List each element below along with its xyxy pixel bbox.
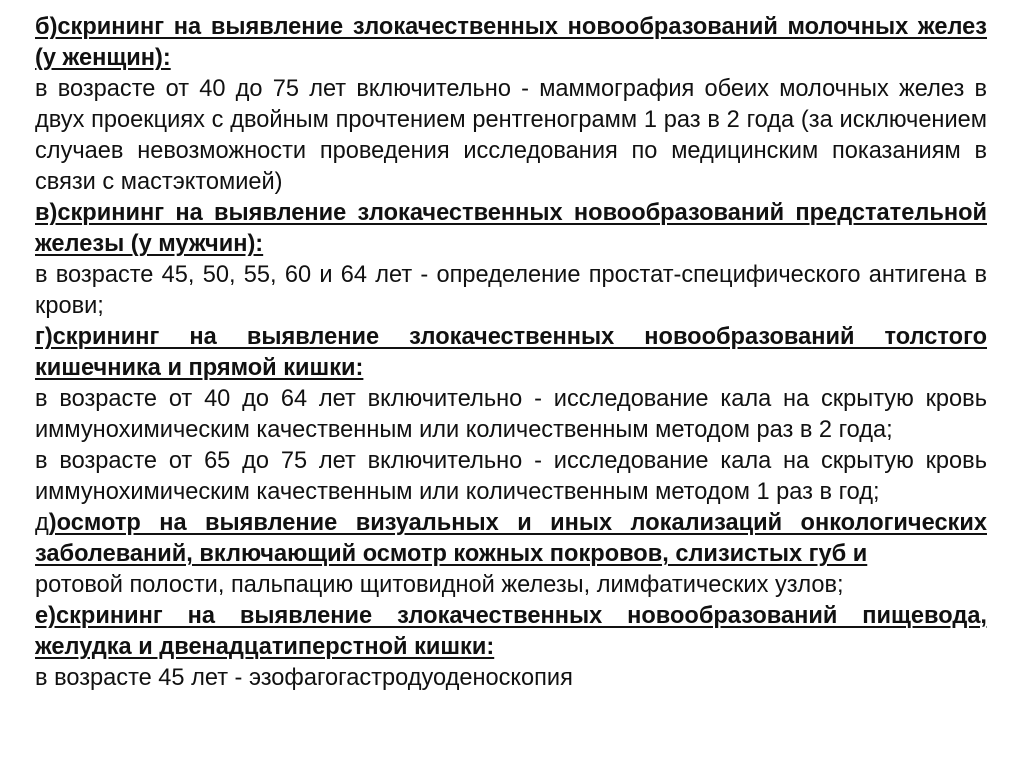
- section-heading-prefix: д: [35, 510, 49, 536]
- section-heading: б)скрининг на выявление злокачественных новообразований молочных желез (у женщин):: [35, 14, 987, 71]
- section-paragraph: ротовой полости, пальпацию щитовидной железы, лимфатических узлов;: [35, 572, 844, 598]
- section-colorectal-screening: [35, 322, 987, 508]
- document-page: [35, 12, 987, 694]
- section-heading: г)скрининг на выявление злокачественных новообразований толстого кишечника и прямой кишки:: [35, 324, 987, 381]
- section-heading: е)скрининг на выявление злокачественных новообразований пищевода, желудка и двенадцатиперстной кишки:: [35, 603, 987, 660]
- section-breast-screening: [35, 12, 987, 198]
- section-heading: в)скрининг на выявление злокачественных новообразований предстательной железы (у мужчин):: [35, 200, 987, 257]
- section-heading: [35, 508, 987, 570]
- section-prostate-screening: [35, 198, 987, 322]
- section-heading-text: )осмотр на выявление визуальных и иных локализаций онкологических заболеваний, включающий осмотр кожных покровов, слизистых губ и: [35, 510, 987, 567]
- section-paragraph: в возрасте 45 лет - эзофагогастродуоденоскопия: [35, 665, 573, 691]
- section-paragraph: в возрасте от 65 до 75 лет включительно - исследование кала на скрытую кровь иммунохимическим качественным или количественным методом 1 раз в год;: [35, 448, 987, 505]
- section-visual-exam: [35, 508, 987, 601]
- section-upper-gi-screening: [35, 601, 987, 694]
- section-paragraph: в возрасте от 40 до 64 лет включительно - исследование кала на скрытую кровь иммунохимическим качественным или количественным методом раз в 2 года;: [35, 386, 987, 443]
- section-paragraph: в возрасте от 40 до 75 лет включительно - маммография обеих молочных желез в двух проекциях с двойным прочтением рентгенограмм 1 раз в 2 года (за исключением случаев невозможности проведения исследования по медицинским показаниям в связи с мастэктомией): [35, 76, 987, 195]
- section-paragraph: в возрасте 45, 50, 55, 60 и 64 лет - определение простат-специфического антигена в крови;: [35, 262, 987, 319]
